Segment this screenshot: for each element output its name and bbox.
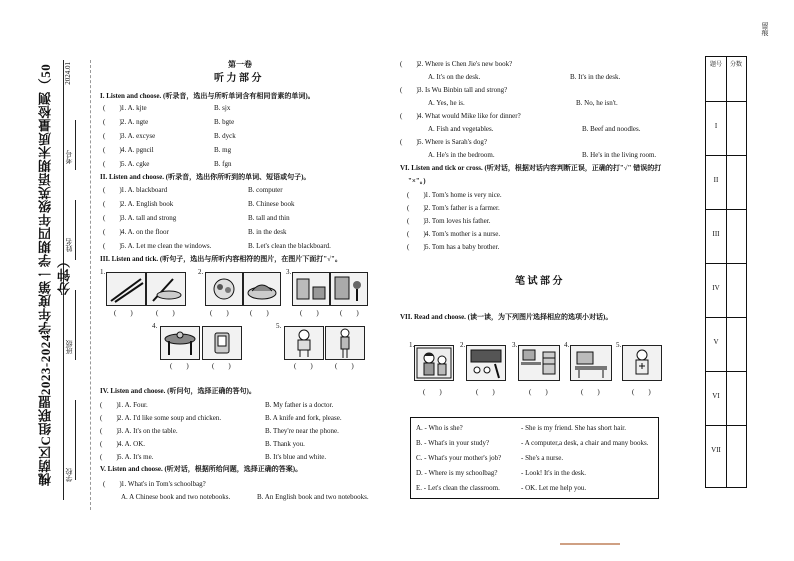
section-1-title: I. Listen and choose. (听录音，选出与所听单词含有相同音素的单词)。 (100, 92, 315, 100)
room-picture-b[interactable] (330, 272, 368, 306)
boy-picture[interactable] (284, 326, 324, 360)
answer-blank[interactable]: ( ) (400, 138, 419, 146)
answer-blank[interactable]: ( ) (407, 243, 426, 251)
option-a: 4. A. OK. (118, 440, 146, 448)
option-a: 3. A. excyse (121, 132, 156, 140)
food-plate-picture[interactable] (205, 272, 243, 306)
option-b: B. Thank you. (265, 440, 305, 448)
row-label: VI (712, 392, 720, 400)
answer-blank[interactable]: ( ) (581, 388, 600, 396)
option-b: B. sjx (214, 104, 231, 112)
question-text: 5. Where is Sarah's dog? (418, 138, 487, 146)
picture-number: 2. (198, 268, 204, 276)
tick-blank[interactable]: ( ) (340, 309, 359, 317)
answer-blank[interactable]: ( ) (423, 388, 442, 396)
classroom-picture[interactable] (466, 345, 506, 381)
tick-blank[interactable]: ( ) (294, 362, 313, 370)
picture-number: 1. (409, 341, 415, 349)
dialogue-options-box (410, 417, 659, 499)
option-a: 5. A. cgke (121, 160, 150, 168)
question-number-header: 题号 (709, 62, 722, 68)
picture-number: 3. (286, 268, 292, 276)
picture-number: 1. (100, 268, 106, 276)
answer-blank[interactable]: ( ) (100, 401, 119, 409)
option-b: B. An English book and two notebooks. (257, 493, 369, 501)
scan-artifact (560, 543, 620, 545)
tick-blank[interactable]: ( ) (114, 309, 133, 317)
option-a: A. Yes, he is. (428, 99, 465, 107)
answer-blank[interactable]: ( ) (407, 230, 426, 238)
answer-blank[interactable]: ( ) (400, 86, 419, 94)
question-text: 3. Is Wu Binbin tall and strong? (418, 86, 508, 94)
tick-blank[interactable]: ( ) (170, 362, 189, 370)
room-picture-a[interactable] (292, 272, 330, 306)
answer-blank[interactable]: ( ) (103, 242, 122, 250)
option-a: A. A Chinese book and two notebooks. (121, 493, 231, 501)
answer-blank[interactable]: ( ) (103, 186, 122, 194)
food-dish-picture[interactable] (243, 272, 281, 306)
nurse-picture[interactable] (622, 345, 662, 381)
score-header: 分数 (729, 62, 742, 68)
answer-blank[interactable]: ( ) (529, 388, 548, 396)
picture-number: 5. (276, 322, 282, 330)
option-a: A. Fish and vegetables. (428, 125, 494, 133)
answer-blank[interactable]: ( ) (103, 132, 122, 140)
option-b: B. A knife and fork, please. (265, 414, 342, 422)
option-b: B. My father is a doctor. (265, 401, 334, 409)
option-a: A. It's on the desk. (428, 73, 481, 81)
option-a: 1. A. Four. (118, 401, 148, 409)
section-5-title: V. Listen and choose. (听对话，根据所给问题，选择正确的答案)。 (100, 465, 303, 473)
option-b: B. Let's clean the blackboard. (248, 242, 331, 250)
answer-blank[interactable]: ( ) (103, 200, 122, 208)
table-picture[interactable] (160, 326, 200, 360)
desk-picture[interactable] (570, 345, 612, 381)
score-table (705, 56, 747, 488)
row-label: I (714, 122, 718, 130)
written-section-title: 笔 试 部 分 (515, 276, 563, 287)
score-table-divider (726, 57, 727, 487)
section-6-title: VI. Listen and tick or cross. (听对话，根据对话内容判断正误，正确的打"√" 错误的打 (400, 164, 662, 172)
option-b: B. No, he isn't. (576, 99, 618, 107)
answer-blank[interactable]: ( ) (103, 160, 122, 168)
tall-man-picture[interactable] (325, 326, 365, 360)
dialogue-d: D. - Where is my schoolbag? (416, 469, 498, 477)
number-label: 考号 (65, 150, 73, 164)
tick-blank[interactable]: ( ) (250, 309, 269, 317)
chopsticks-picture[interactable] (106, 272, 146, 306)
tick-blank[interactable]: ( ) (212, 362, 231, 370)
dialogue-c: C. - What's your mother's job? (416, 454, 502, 462)
option-b: B. bgte (214, 118, 235, 126)
option-b: B. He's in the living room. (582, 151, 657, 159)
dialogue-e: E. - Let's clean the classroom. (416, 484, 500, 492)
dialogue-b-reply: - A computer,a desk, a chair and many books. (521, 439, 649, 447)
answer-blank[interactable]: ( ) (407, 217, 426, 225)
fold-line (90, 60, 91, 510)
answer-blank[interactable]: ( ) (103, 118, 122, 126)
option-a: 3. A. tall and strong (121, 214, 177, 222)
answer-blank[interactable]: ( ) (100, 453, 119, 461)
dialogue-b: B. - What's in your study? (416, 439, 490, 447)
statement: 2. Tom's father is a farmer. (425, 204, 500, 212)
option-a: 2. A. ngte (121, 118, 149, 126)
option-a: 5. A. It's me. (118, 453, 154, 461)
section-4-title: IV. Listen and choose. (听问句，选择正确的答句)。 (100, 387, 256, 395)
option-a: 5. A. Let me clean the windows. (121, 242, 212, 250)
answer-blank[interactable]: ( ) (632, 388, 651, 396)
tick-blank[interactable]: ( ) (300, 309, 319, 317)
answer-blank[interactable]: ( ) (407, 191, 426, 199)
answer-blank[interactable]: ( ) (407, 204, 426, 212)
school-line (75, 400, 76, 480)
section-3-title: III. Listen and tick. (听句子，选出与所听内容相符的图片，在图片下面打"√"。 (100, 255, 342, 263)
listening-section-title: 听 力 部 分 (214, 73, 262, 84)
class-label: 班级 (65, 340, 73, 354)
answer-blank[interactable]: ( ) (103, 146, 122, 154)
section-2-title: II. Listen and choose. (听录音，选出你所听到的单词、短语或句子)。 (100, 173, 311, 181)
option-a: 1. A. kjte (121, 104, 147, 112)
dialogue-d-reply: - Look! It's in the desk. (521, 469, 587, 477)
row-label: V (713, 338, 719, 346)
dialogue-c-reply: - She's a nurse. (521, 454, 564, 462)
exam-title: 槐荫区C组联盟2023-2024学年度第一学期四年级英语期末质量检测（50分钟） (38, 63, 72, 487)
school-label: 学校 (65, 468, 73, 482)
picture-number: 4. (564, 341, 570, 349)
row-label: II (713, 176, 719, 184)
dialogue-e-reply: - OK. Let me help you. (521, 484, 587, 492)
option-a: 4. A. pgncil (121, 146, 154, 154)
row-label: IV (712, 284, 720, 292)
question-text: 2. Where is Chen Jie's new book? (418, 60, 513, 68)
tick-blank[interactable]: ( ) (210, 309, 229, 317)
answer-blank[interactable]: ( ) (100, 427, 119, 435)
study-room-picture[interactable] (518, 345, 560, 381)
option-b: B. fgn (214, 160, 232, 168)
tick-blank[interactable]: ( ) (156, 309, 175, 317)
corner-mark: 留痕 (761, 22, 769, 36)
option-b: B. dyck (214, 132, 236, 140)
name-label: 姓名 (65, 238, 73, 252)
option-b: B. mg (214, 146, 232, 154)
phone-picture[interactable] (202, 326, 242, 360)
dialogue-a-reply: - She is my friend. She has short hair. (521, 424, 626, 432)
option-a: 2. A. I'd like some soup and chicken. (118, 414, 222, 422)
answer-blank[interactable]: ( ) (400, 60, 419, 68)
tick-blank[interactable]: ( ) (335, 362, 354, 370)
number-line (75, 120, 76, 170)
option-b: B. computer (248, 186, 283, 194)
answer-blank[interactable]: ( ) (103, 104, 122, 112)
option-a: A. He's in the bedroom. (428, 151, 495, 159)
statement: 4. Tom's mother is a nurse. (425, 230, 501, 238)
exam-date: 2024.01 (64, 62, 72, 85)
option-b: B. Chinese book (248, 200, 295, 208)
picture-number: 4. (152, 322, 158, 330)
answer-blank[interactable]: ( ) (476, 388, 495, 396)
option-b: B. in the desk (248, 228, 287, 236)
section-7-title: VII. Read and choose. (读一读，为下列图片选择相应的选项小对话)。 (400, 313, 613, 321)
answer-blank[interactable]: ( ) (100, 440, 119, 448)
answer-blank[interactable]: ( ) (103, 480, 122, 488)
option-b: B. Beef and noodles. (582, 125, 641, 133)
answer-blank[interactable]: ( ) (103, 214, 122, 222)
answer-blank[interactable]: ( ) (103, 228, 122, 236)
picture-number: 5. (616, 341, 622, 349)
dialogue-a: A. - Who is she? (416, 424, 463, 432)
class-line (75, 290, 76, 360)
option-b: B. tall and thin (248, 214, 290, 222)
volume-label: 第一卷 (228, 60, 252, 69)
question-text: 1. What's in Tom's schoolbag? (121, 480, 206, 488)
statement: 3. Tom loves his father. (425, 217, 491, 225)
option-b: B. It's blue and white. (265, 453, 327, 461)
option-b: B. It's in the desk. (570, 73, 621, 81)
picture-number: 2. (460, 341, 466, 349)
answer-blank[interactable]: ( ) (100, 414, 119, 422)
answer-blank[interactable]: ( ) (400, 112, 419, 120)
question-text: 4. What would Mike like for dinner? (418, 112, 521, 120)
section-6-title-cont: "×"。) (408, 177, 426, 185)
statement: 1. Tom's home is very nice. (425, 191, 502, 199)
girl-short-hair-picture[interactable] (414, 345, 454, 381)
option-b: B. They're near the phone. (265, 427, 339, 435)
option-a: 3. A. It's on the table. (118, 427, 178, 435)
statement: 5. Tom has a baby brother. (425, 243, 500, 251)
knife-fork-picture[interactable] (146, 272, 186, 306)
row-label: VII (711, 446, 721, 454)
option-a: 1. A. blackboard (121, 186, 168, 194)
name-line (75, 200, 76, 260)
picture-number: 3. (512, 341, 518, 349)
row-label: III (712, 230, 720, 238)
option-a: 4. A. on the floor (121, 228, 169, 236)
option-a: 2. A. English book (121, 200, 174, 208)
